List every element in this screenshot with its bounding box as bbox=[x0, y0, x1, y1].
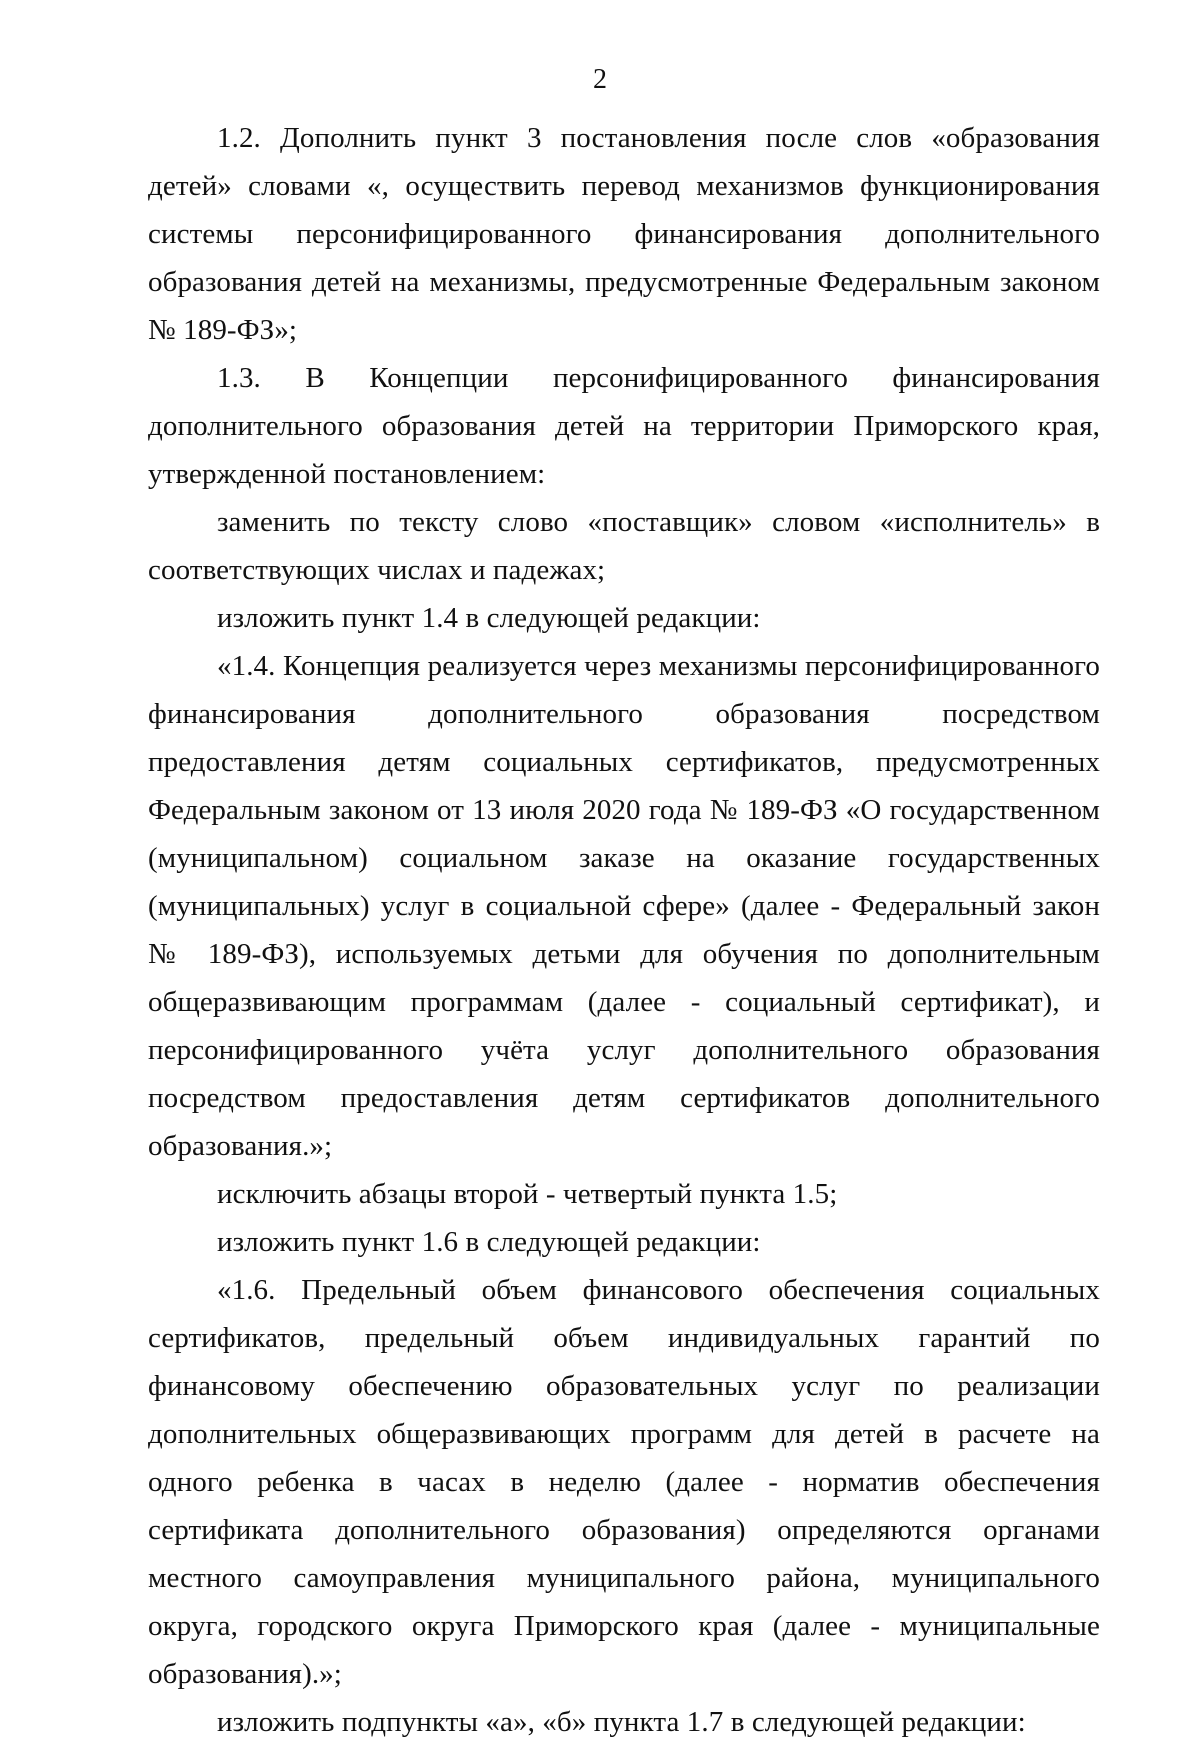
paragraph-1-5-exclude: исключить абзацы второй - четвертый пункта 1.5; bbox=[217, 1178, 838, 1210]
page-number: 2 bbox=[592, 64, 608, 95]
paragraph-1-6-text: «1.6. Предельный объем финансового обеспечения социальных сертификатов, предельный объем индивидуальных гарантий по финансовому обеспечению образовательных услуг по реализации дополнительных общеразвивающих программ для детей в расчете на одного ребенка в часах в неделю (далее - норматив обеспечения сертификата дополнительного образования) определяются органами местного самоуправления муниципального района, муниципального округа, городского округа Приморского края (далее - муниципальные образования).»; bbox=[148, 1274, 1100, 1690]
paragraph-1-4-text: «1.4. Концепция реализуется через механизмы персонифицированного финансирования дополнительного образования посредством предоставления детям социальных сертификатов, предусмотренных Федеральным законом от 13 июля 2020 года № 189-ФЗ «О государственном (муниципальном) социальном заказе на оказание государственных (муниципальных) услуг в социальной сфере» (далее - Федеральный закон № 189-ФЗ), используемых детьми для обучения по дополнительным общеразвивающим программам (далее - социальный сертификат), и персонифицированного учёта услуг дополнительного образования посредством предоставления детям сертификатов дополнительного образования.»; bbox=[148, 650, 1100, 1162]
paragraph-1-3: 1.3. В Концепции персонифицированного финансирования дополнительного образования детей на территории Приморского края, утвержденной постановлением: bbox=[148, 362, 1100, 490]
document-body bbox=[148, 114, 1100, 1746]
paragraph-1-7-intro: изложить подпункты «а», «б» пункта 1.7 в следующей редакции: bbox=[217, 1706, 1026, 1738]
paragraph-replace-word: заменить по тексту слово «поставщик» словом «исполнитель» в соответствующих числах и падежах; bbox=[148, 506, 1100, 586]
paragraph-1-2: 1.2. Дополнить пункт 3 постановления после слов «образования детей» словами «, осуществить перевод механизмов функционирования системы персонифицированного финансирования дополнительного образования детей на механизмы, предусмотренные Федеральным законом № 189-ФЗ»; bbox=[148, 122, 1100, 346]
paragraph-1-4-intro: изложить пункт 1.4 в следующей редакции: bbox=[217, 602, 761, 634]
paragraph-1-6-intro: изложить пункт 1.6 в следующей редакции: bbox=[217, 1226, 761, 1258]
